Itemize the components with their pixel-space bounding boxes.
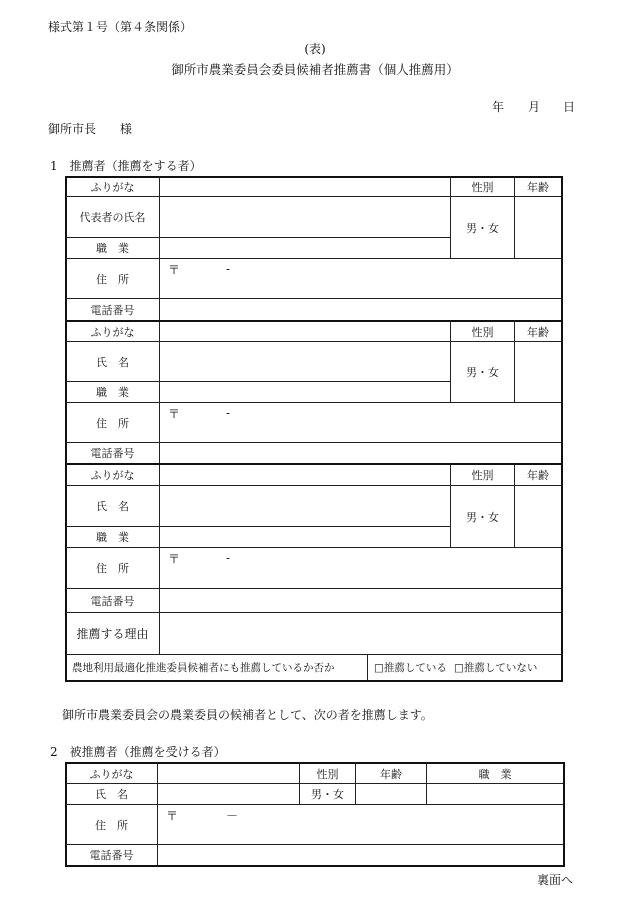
recommender1-furigana-field[interactable] <box>160 177 450 196</box>
recommender1-address-field[interactable] <box>160 259 561 298</box>
recommender2-furigana-label: ふりがな <box>90 325 135 339</box>
date-month-label: 月 <box>528 100 541 114</box>
nominee-gender-choice[interactable]: 男・女 <box>311 788 344 801</box>
nominee-furigana-field[interactable] <box>158 764 299 783</box>
nominee-address-field[interactable] <box>158 805 563 844</box>
nominee-phone-field[interactable] <box>158 845 563 865</box>
recommender2-address-field[interactable] <box>160 403 561 442</box>
recommender3-phone-field[interactable] <box>160 589 561 612</box>
recommender2-gender-choice[interactable]: 男・女 <box>466 366 499 379</box>
recommender1-gender-label: 性別 <box>471 180 494 194</box>
recommender2-name-field[interactable] <box>160 342 450 381</box>
recommender3-gender-choice[interactable]: 男・女 <box>466 510 499 524</box>
opt-yes-checkbox[interactable]: □推薦している <box>374 662 447 674</box>
nominee-zip-dash: － <box>226 809 239 823</box>
continue-on-back-note: 裏面へ <box>537 873 574 887</box>
recommender1-occupation-label: 職 業 <box>96 242 129 255</box>
recommender3-phone-label: 電話番号 <box>90 594 135 608</box>
form-number: 様式第１号（第４条関係） <box>48 20 193 34</box>
nominee-name-field[interactable] <box>158 784 299 804</box>
recommender3-age-field[interactable] <box>515 486 561 547</box>
opt-no-checkbox[interactable]: □推薦していない <box>454 662 538 674</box>
recommender1-age-field[interactable] <box>515 197 561 258</box>
recommender1-gender-choice[interactable]: 男・女 <box>466 221 499 235</box>
recommender3-occupation-label: 職 業 <box>96 531 129 544</box>
recommender1-phone-field[interactable] <box>160 299 561 320</box>
section2-heading: 2 被推薦者（推薦を受ける者） <box>50 745 226 759</box>
recommender1-age-label: 年齢 <box>527 180 549 194</box>
recommender1-occupation-field[interactable] <box>160 238 450 258</box>
recommender3-name-field[interactable] <box>160 486 450 526</box>
recommender1-rep-name-label: 代表者の氏名 <box>79 211 146 224</box>
recommender3-age-label: 年齢 <box>527 469 549 482</box>
nominee-occupation-label: 職 業 <box>478 767 512 781</box>
recommender3-zip-dash: - <box>226 551 231 565</box>
recommendation-statement: 御所市農業委員会の農業委員の候補者として、次の者を推薦します。 <box>62 708 433 722</box>
recommender2-age-label: 年齢 <box>527 325 549 339</box>
nominee-address-label: 住 所 <box>95 818 128 832</box>
nominee-gender-label: 性別 <box>316 767 339 781</box>
recommender2-address-label: 住 所 <box>96 416 129 430</box>
recommender2-gender-label: 性別 <box>471 325 494 339</box>
recommender1-rep-name-field[interactable] <box>160 197 450 237</box>
recommender2-zip-mark: 〒 <box>168 407 181 421</box>
nominee-zip-mark: 〒 <box>166 809 179 823</box>
recommender2-occupation-field[interactable] <box>160 382 450 402</box>
reason-field[interactable] <box>160 613 561 654</box>
nominee-phone-label: 電話番号 <box>89 849 134 862</box>
recommender3-address-field[interactable] <box>160 548 561 588</box>
page-side-label: (表) <box>304 42 326 56</box>
nominee-age-field[interactable] <box>356 784 426 804</box>
addressee: 御所市長 様 <box>48 122 133 136</box>
recommender1-furigana-label: ふりがな <box>90 180 135 194</box>
reason-label: 推薦する理由 <box>76 627 149 641</box>
section1-heading: 1 推薦者（推薦をする者） <box>50 159 202 173</box>
recommender3-name-label: 氏 名 <box>96 500 129 513</box>
recommender1-zip-dash: - <box>226 262 231 276</box>
recommender3-furigana-field[interactable] <box>160 465 450 485</box>
recommender3-occupation-field[interactable] <box>160 527 450 547</box>
recommender2-name-label: 氏 名 <box>96 355 129 369</box>
recommender1-address-label: 住 所 <box>96 272 129 286</box>
recommender2-zip-dash: - <box>226 406 231 420</box>
form-title: 御所市農業委員会委員候補者推薦書（個人推薦用） <box>171 62 459 77</box>
nominee-occupation-field[interactable] <box>427 784 563 804</box>
recommender2-furigana-field[interactable] <box>160 322 450 341</box>
recommender1-phone-label: 電話番号 <box>90 303 135 317</box>
recommender2-phone-field[interactable] <box>160 443 561 463</box>
date-day-label: 日 <box>563 100 576 114</box>
optimization-question: 農地利用最適化推進委員候補者にも推薦しているか否か <box>72 662 335 674</box>
recommender1-zip-mark: 〒 <box>168 263 181 277</box>
recommender3-gender-label: 性別 <box>471 469 494 482</box>
recommender3-furigana-label: ふりがな <box>90 469 135 482</box>
nominee-furigana-label: ふりがな <box>89 767 134 781</box>
recommender3-address-label: 住 所 <box>96 562 129 575</box>
date-year-label: 年 <box>492 100 505 114</box>
nominee-age-label: 年齢 <box>380 767 402 781</box>
recommender2-age-field[interactable] <box>515 342 561 402</box>
recommender2-phone-label: 電話番号 <box>90 447 135 460</box>
recommender2-occupation-label: 職 業 <box>96 386 129 399</box>
nominee-name-label: 氏 名 <box>95 788 128 801</box>
recommender3-zip-mark: 〒 <box>168 552 181 566</box>
